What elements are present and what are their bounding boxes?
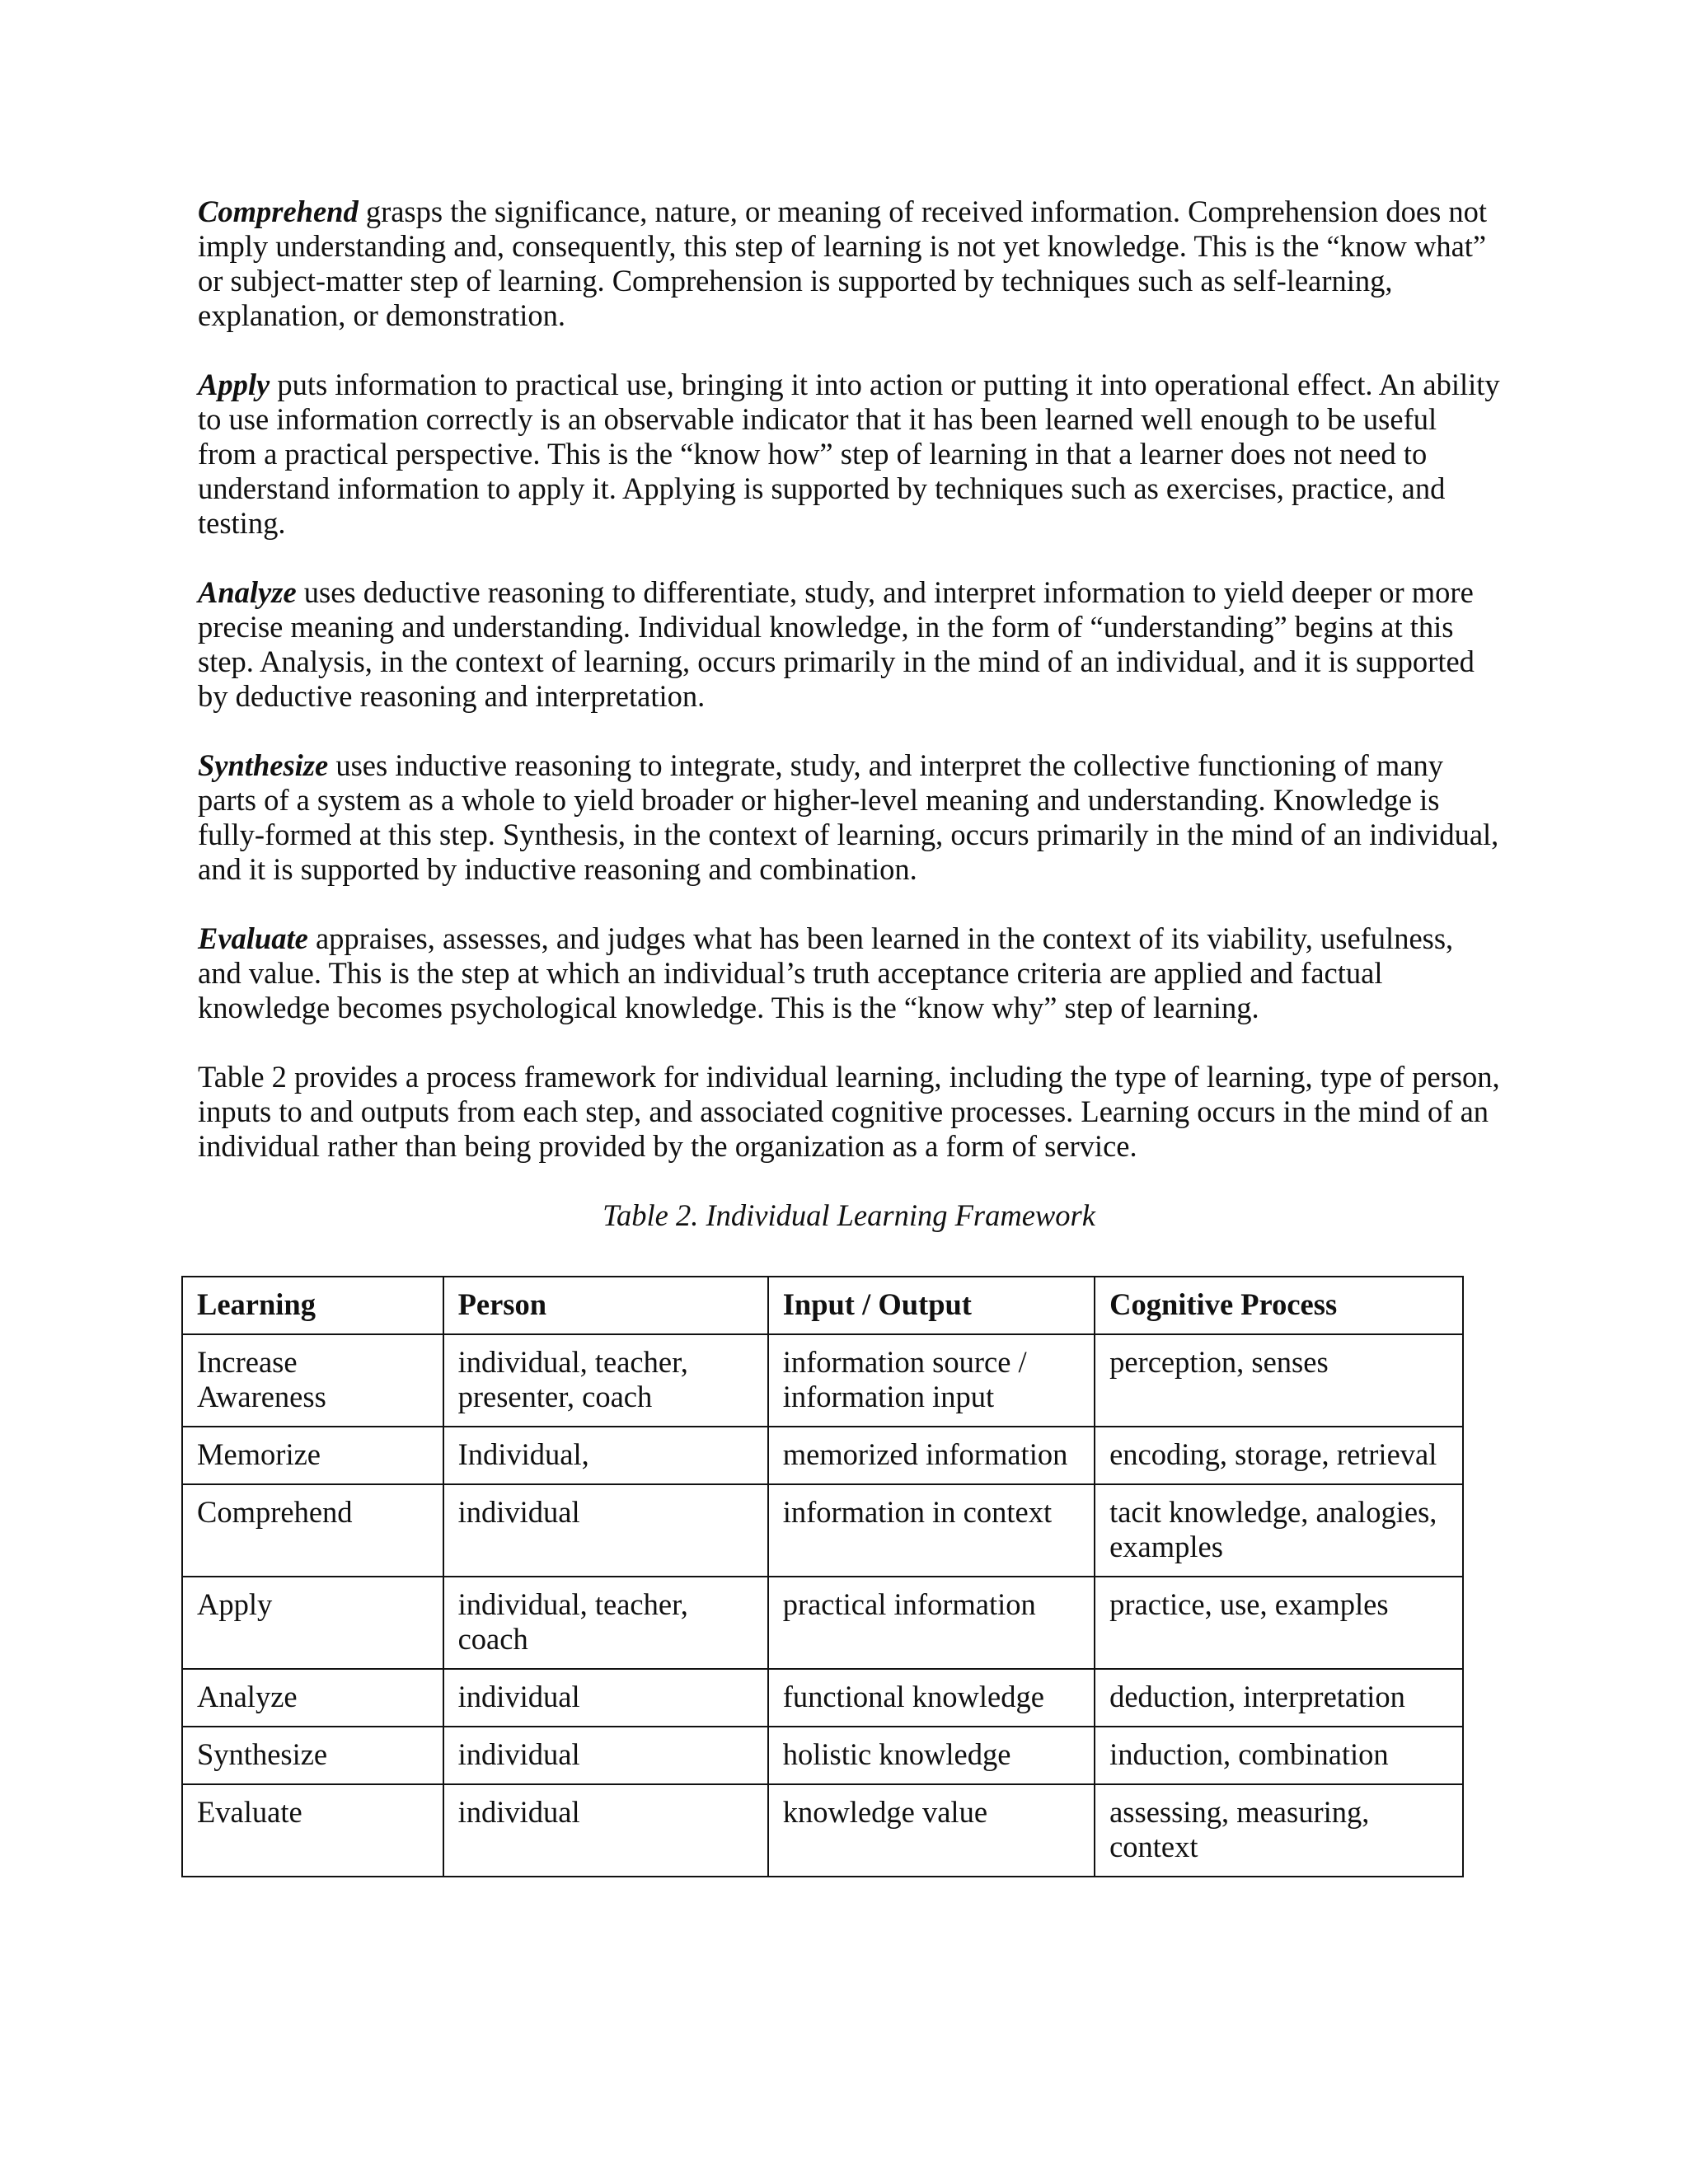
- cell-learning: Comprehend: [182, 1484, 443, 1577]
- table-caption: Table 2. Individual Learning Framework: [603, 1198, 1095, 1232]
- term-evaluate: Evaluate: [198, 921, 308, 955]
- table-header-row: [182, 1277, 1463, 1334]
- header-person: Person: [443, 1277, 768, 1334]
- cell-cognitive-process: encoding, storage, retrieval: [1095, 1427, 1463, 1484]
- cell-person: individual, teacher, presenter, coach: [443, 1334, 768, 1427]
- cell-cognitive-process: induction, combination: [1095, 1727, 1463, 1784]
- cell-input-output: information in context: [768, 1484, 1095, 1577]
- paragraph-text: appraises, assesses, and judges what has been learned in the context of its viability, usefulness, and value. This is the step at which an individual’s truth acceptance criteria are applied and factual knowledge becomes psychological knowledge. This is the “know why” step of learning.: [198, 921, 1454, 1024]
- learning-framework-table: [181, 1276, 1464, 1877]
- term-comprehend: Comprehend: [198, 194, 359, 228]
- cell-cognitive-process: deduction, interpretation: [1095, 1669, 1463, 1727]
- cell-input-output: functional knowledge: [768, 1669, 1095, 1727]
- cell-learning: Apply: [182, 1577, 443, 1669]
- paragraph-comprehend: [198, 194, 1500, 333]
- table-row: [182, 1427, 1463, 1484]
- table-row: [182, 1784, 1463, 1877]
- cell-person: Individual,: [443, 1427, 768, 1484]
- cell-input-output: knowledge value: [768, 1784, 1095, 1877]
- paragraph-text: Table 2 provides a process framework for individual learning, including the type of learning, type of person, inputs to and outputs from each step, and associated cognitive processes. Learning occurs in the mind of an individual rather than being provided by the organization as a form of service.: [198, 1060, 1500, 1163]
- cell-input-output: practical information: [768, 1577, 1095, 1669]
- document-body: [198, 194, 1500, 1233]
- table-row: [182, 1727, 1463, 1784]
- cell-input-output: information source / information input: [768, 1334, 1095, 1427]
- table-row: [182, 1484, 1463, 1577]
- term-apply: Apply: [198, 368, 270, 401]
- paragraph-synthesize: [198, 748, 1500, 887]
- table-row: [182, 1577, 1463, 1669]
- term-analyze: Analyze: [198, 575, 297, 609]
- cell-person: individual: [443, 1669, 768, 1727]
- cell-cognitive-process: assessing, measuring, context: [1095, 1784, 1463, 1877]
- cell-input-output: holistic knowledge: [768, 1727, 1095, 1784]
- cell-person: individual: [443, 1727, 768, 1784]
- cell-learning: Analyze: [182, 1669, 443, 1727]
- header-learning: Learning: [182, 1277, 443, 1334]
- table-row: [182, 1334, 1463, 1427]
- paragraph-evaluate: [198, 921, 1500, 1025]
- paragraph-table-intro: [198, 1060, 1500, 1164]
- paragraph-text: grasps the significance, nature, or meaning of received information. Comprehension does not imply understanding and, consequently, this step of learning is not yet knowledge. This is the “know what” or subject-matter step of learning. Comprehension is supported by techniques such as self-learning, explanation, or demonstration.: [198, 194, 1488, 332]
- term-synthesize: Synthesize: [198, 748, 329, 782]
- cell-input-output: memorized information: [768, 1427, 1095, 1484]
- paragraph-apply: [198, 368, 1500, 541]
- paragraph-analyze: [198, 575, 1500, 714]
- cell-person: individual, teacher, coach: [443, 1577, 768, 1669]
- cell-person: individual: [443, 1484, 768, 1577]
- paragraph-text: uses deductive reasoning to differentiate, study, and interpret information to yield deeper or more precise meaning and understanding. Individual knowledge, in the form of “understanding” begins at this step. Analysis, in the context of learning, occurs primarily in the mind of an individual, and it is supported by deductive reasoning and interpretation.: [198, 575, 1475, 713]
- table-row: [182, 1669, 1463, 1727]
- cell-cognitive-process: perception, senses: [1095, 1334, 1463, 1427]
- cell-cognitive-process: tacit knowledge, analogies, examples: [1095, 1484, 1463, 1577]
- cell-person: individual: [443, 1784, 768, 1877]
- header-input-output: Input / Output: [768, 1277, 1095, 1334]
- cell-learning: Memorize: [182, 1427, 443, 1484]
- cell-cognitive-process: practice, use, examples: [1095, 1577, 1463, 1669]
- cell-learning: Increase Awareness: [182, 1334, 443, 1427]
- paragraph-text: uses inductive reasoning to integrate, study, and interpret the collective functioning of many parts of a system as a whole to yield broader or higher-level meaning and understanding. Knowledge is fully-formed at this step. Synthesis, in the context of learning, occurs primarily in the mind of an individual, and it is supported by inductive reasoning and combination.: [198, 748, 1499, 886]
- cell-learning: Evaluate: [182, 1784, 443, 1877]
- cell-learning: Synthesize: [182, 1727, 443, 1784]
- paragraph-text: puts information to practical use, bringing it into action or putting it into operational effect. An ability to use information correctly is an observable indicator that it has been learned well enough to be useful from a practical perspective. This is the “know how” step of learning in that a learner does not need to understand information to apply it. Applying is supported by techniques such as exercises, practice, and testing.: [198, 368, 1500, 540]
- header-cognitive-process: Cognitive Process: [1095, 1277, 1463, 1334]
